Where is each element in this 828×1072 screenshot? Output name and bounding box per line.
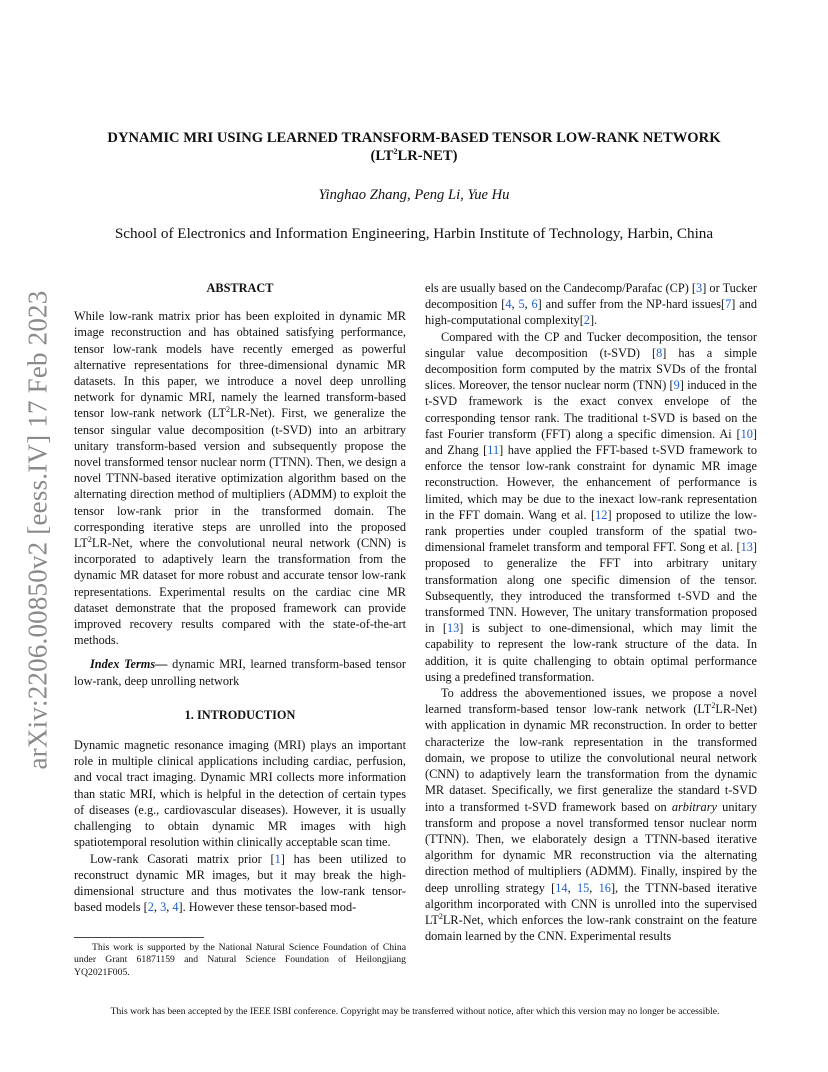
intro-paragraph-1: Dynamic magnetic resonance imaging (MRI) plays an important role in multiple clinical applications including cardiac, perfusion, and vocal tract imaging. Dynamic MRI collects more information than static MRI, which is helpful in the detection of certain types of diseases (e.g., cardiovascular diseases). However, it is usually challenging to obtain dynamic MR images with high spatiotemporal resolution within clinically acceptable scan time. <box>74 738 406 850</box>
copyright-notice: This work has been accepted by the IEEE ISBI conference. Copyright may be transferred without notice, after which this version may no longer be accessible. <box>110 1006 720 1017</box>
citation-link[interactable]: 12 <box>595 507 608 522</box>
title-superscript: 2 <box>393 147 398 157</box>
text-part: ] and suffer from the NP-hard issues[ <box>537 297 726 312</box>
citation-link[interactable]: 2 <box>583 313 590 328</box>
citation-link[interactable]: 13 <box>446 621 460 636</box>
abstract-part: While low-rank matrix prior has been exploited in dynamic MR image reconstruction and has obtained satisfying performance, tensor low-rank models have recently emerged as powerful alternative representations for three-dimensional dynamic MR datasets. In this paper, we introduce a novel deep unrolling network for dynamic MRI, namely the learned transform-based tensor low-rank network (LT <box>74 309 406 421</box>
text-part: Compared with the CP and Tucker decomposition, the tensor singular value decomposition (t-SVD) [ <box>425 329 757 360</box>
emphasis: arbitrary <box>671 799 717 814</box>
superscript: 2 <box>87 534 92 544</box>
citation-link[interactable]: 5 <box>518 297 525 312</box>
text-part: unitary transform and propose a novel transformed tensor nuclear norm (TTNN). Then, we elaborately design a TTNN-based iterative algorithm for dynamic MR reconstruction via the alternating direction method of multipliers (ADMM). Finally, inspired by the deep unrolling strategy [ <box>425 799 757 895</box>
text-part: ]. However these tensor-based mod- <box>178 900 357 915</box>
text-part: ] and high-computational complexity[ <box>425 297 757 328</box>
text-part: ] has a simple decomposition form computed by the matrix SVDs of the frontal slices. Moreover, the tensor nuclear norm (TNN) [ <box>425 345 757 393</box>
citation-link[interactable]: 9 <box>673 378 680 393</box>
title-line-2 <box>60 147 768 165</box>
superscript: 2 <box>438 911 443 921</box>
citation-link[interactable]: 14 <box>555 880 568 895</box>
superscript: 2 <box>226 405 231 415</box>
citation-link[interactable]: 16 <box>598 880 611 895</box>
right-paragraph-2 <box>425 329 757 685</box>
right-paragraph-1: els are usually based on the Candecomp/Parafac (CP) [3] or Tucker decomposition [4, 5, 6] and suffer from the NP-hard issues[7] and high-computational complexity[2]. <box>425 281 757 328</box>
text-part: ]. <box>589 313 598 328</box>
text-part: LR-Net) with application in dynamic MR reconstruction. In order to better characterize the low-rank representation in the transformed domain, we propose to utilize the convolutional neural network (CNN) to adaptively learn the transformation from the dynamic MR dataset. Specifically, we first generalize the standard t-SVD into a transformed t-SVD framework based on <box>425 702 757 814</box>
citation-link[interactable]: 3 <box>696 281 703 295</box>
abstract-text <box>74 308 406 648</box>
text-part: ] proposed to generalize the FFT into arbitrary unitary transformation along one specific dimension of the tensor. Subsequently, they introduced the transformed t-SVD and the transformed TNN. However, The unitary transformation proposed in [ <box>425 540 757 636</box>
right-column <box>425 280 757 944</box>
text-part: ] has been utilized to reconstruct dynamic MR images, but it may break the high-dimensional structure and thus motivates the low-rank tensor-based models [ <box>74 851 406 915</box>
citation-link[interactable]: 15 <box>576 880 590 895</box>
citation-link[interactable]: 1 <box>274 851 281 866</box>
text-part: LR-Net, which enforces the low-rank constraint on the feature domain learned by the CNN. Experimental results <box>425 912 757 944</box>
citation-link[interactable]: 7 <box>725 297 732 312</box>
text-part: els are usually based on the Candecomp/Parafac (CP) [ <box>425 281 697 295</box>
footnote-rule <box>74 937 204 938</box>
text-part: To address the abovementioned issues, we propose a novel learned transform-based tensor low-rank network (LT <box>425 686 757 717</box>
text-part: ], the TTNN-based iterative algorithm incorporated with CNN is unrolled into the supervised LT <box>425 880 757 927</box>
citation-link[interactable]: 3 <box>160 900 167 915</box>
citation-link[interactable]: 10 <box>740 426 753 441</box>
abstract-part: LR-Net, where the convolutional neural network (CNN) is incorporated to adaptively learn the transformation from the dynamic MR dataset for more robust and accurate tensor low-rank representations. Experimental results on the cardiac cine MR dataset demonstrate that the proposed framework can provide improved recovery results compared with the state-of-the-art methods. <box>74 536 406 648</box>
superscript: 2 <box>711 701 716 711</box>
citation-link[interactable]: 11 <box>487 443 500 458</box>
authors: Yinghao Zhang, Peng Li, Yue Hu <box>318 187 510 203</box>
text-part: ] proposed to utilize the low-rank properties under coupled transform of the spatial two-dimensional framelet transform and temporal FFT. Song et al. [ <box>425 507 758 555</box>
text-part: ] have applied the FFT-based t-SVD framework to enforce the tensor low-rank constraint for dynamic MR image reconstruction. However, the enhancement of performance is limited, which may be due to the inexact low-rank representation in the FFT domain. Wang et al. [ <box>425 443 757 522</box>
intro-paragraph-2: Low-rank Casorati matrix prior [1] has been utilized to reconstruct dynamic MR images, but it may break the high-dimensional structure and thus motivates the low-rank tensor-based models [2, 3, 4]. However these tensor-based mod- <box>74 851 406 915</box>
text-part: ] and Zhang [ <box>425 426 757 458</box>
text-part: Low-rank Casorati matrix prior [ <box>90 851 275 866</box>
index-terms <box>74 656 406 688</box>
index-terms-label: Index Terms— <box>90 657 168 672</box>
title-part: (LT <box>370 148 394 164</box>
citation-link[interactable]: 4 <box>172 900 179 915</box>
citation-link[interactable]: 2 <box>147 900 154 915</box>
affiliation: School of Electronics and Information Engineering, Harbin Institute of Technology, Harbin, China <box>114 225 714 242</box>
funding-footnote: This work is supported by the National Natural Science Foundation of China under Grant 61871159 and Natural Science Foundation of Heilongjiang YQ2021F005. <box>74 942 406 978</box>
index-terms-text: dynamic MRI, learned transform-based tensor low-rank, deep unrolling network <box>74 657 406 688</box>
text-part: ] or Tucker decomposition [ <box>425 281 757 312</box>
citation-link[interactable]: 13 <box>740 540 753 555</box>
abstract-part: LR-Net). First, we generalize the tensor singular value decomposition (t-SVD) into an arbitrary unitary transform-based version and subsequently propose the novel transformed tensor nuclear norm (TTNN). Then, we design a novel TTNN-based iterative optimization algorithm based on the alternating direction method of multipliers (ADMM) to exploit the tensor low-rank prior in the transformed domain. The corresponding iterative steps are unrolled into the proposed LT <box>74 406 406 551</box>
citation-link[interactable]: 6 <box>531 297 538 312</box>
title-part: LR-NET) <box>397 148 458 164</box>
paper-title <box>60 129 768 165</box>
introduction-heading: 1. INTRODUCTION <box>184 707 296 722</box>
arxiv-identifier: arXiv:2206.00850v2 [eess.IV] 17 Feb 2023 <box>22 290 53 770</box>
citation-link[interactable]: 8 <box>656 345 663 360</box>
arxiv-side-label <box>14 285 62 775</box>
text-part: ] is subject to one-dimensional, which may limit the capability to represent the low-rank structure of the data. In addition, it is quite challenging to obtain optimal performance using a predefined transformation. <box>425 621 758 684</box>
right-paragraph-3: To address the abovementioned issues, we propose a novel learned transform-based tensor low-rank network $(LT^2LR-Net)$ with application in dynamic MR reconstruction. In order to better characterize the low-rank representation in the transformed domain, we propose to utilize the convolutional neural network (CNN) to adaptively learn the transformation from the dynamic MR dataset. Specifically, we first generalize the standard t-SVD into a transformed t-SVD framework based on arbitrary unitary transform and propose a novel transformed tensor nuclear norm (TTNN). Then, we elaborately design a TTNN-based iterative algorithm for dynamic MR reconstruction via the alternating direction method of multipliers (ADMM). Finally, inspired by the deep unrolling strategy [14, 15, 16], the TTNN-based iterative algorithm incorporated with CNN is unrolled into the supervised $LT^2LR$-Net, which enforces the low-rank constraint on the feature domain learned by the CNN. Experimental results <box>425 686 757 944</box>
abstract-heading: ABSTRACT <box>206 281 274 295</box>
title-line-1: DYNAMIC MRI USING LEARNED TRANSFORM-BASED TENSOR LOW-RANK NETWORK <box>107 130 721 146</box>
left-column <box>74 280 406 915</box>
citation-link[interactable]: 4 <box>505 297 512 312</box>
text-part: ] induced in the t-SVD framework is the exact convex envelope of the corresponding tensor rank. The traditional t-SVD is based on the fast Fourier transform (FFT) along a specific dimension. Ai [ <box>425 378 757 441</box>
